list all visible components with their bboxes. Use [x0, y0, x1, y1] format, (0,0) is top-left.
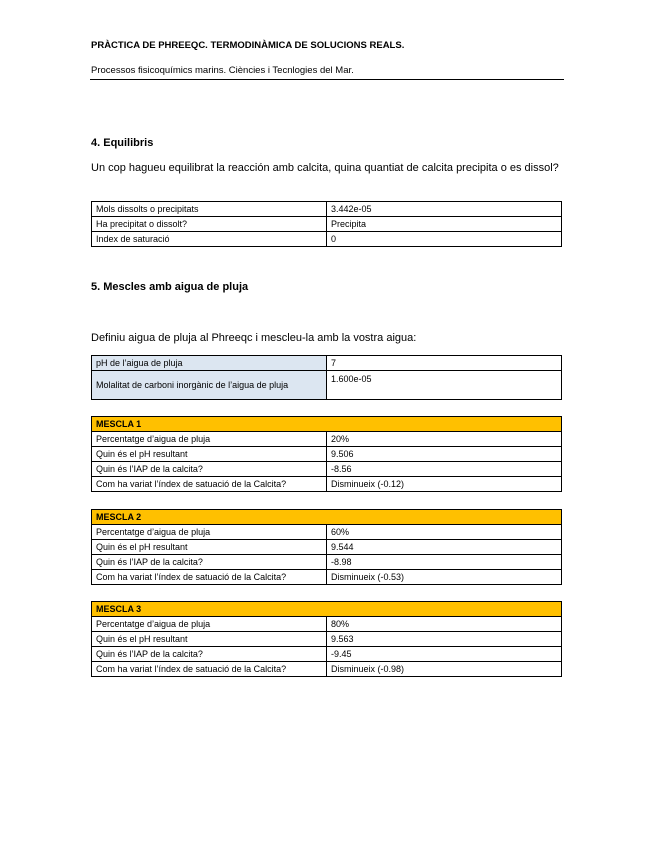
table-row — [92, 540, 562, 555]
section-5-heading: 5. Mescles amb aigua de pluja — [91, 281, 249, 293]
mix-2-header — [92, 510, 562, 525]
mix-2-value-2: 9.544 — [327, 540, 562, 555]
mix-2-label-1: Percentatge d’aigua de pluja — [92, 525, 327, 540]
equilibrium-value-3: 0 — [327, 232, 562, 247]
table-row — [92, 202, 562, 217]
equilibrium-label-1: Mols dissolts o precipitats — [92, 202, 327, 217]
rain-value-carbon: 1.600e-05 — [327, 371, 562, 400]
table-row — [92, 662, 562, 677]
table-row — [92, 462, 562, 477]
document-title: PRÀCTICA DE PHREEQC. TERMODINÀMICA DE SOLUCIONS REALS. — [91, 40, 405, 51]
mix-1-label-3: Quin és l’IAP de la calcita? — [92, 462, 327, 477]
equilibrium-table — [91, 201, 562, 247]
mix-3-header — [92, 602, 562, 617]
mix-1-label-4: Com ha variat l’índex de satuació de la Calcita? — [92, 477, 327, 492]
table-row — [92, 432, 562, 447]
mix-3-table — [91, 601, 562, 677]
mix-3-value-1: 80% — [327, 617, 562, 632]
section-4-heading: 4. Equilibris — [91, 137, 154, 149]
mix-1-value-1: 20% — [327, 432, 562, 447]
mix-2-value-1: 60% — [327, 525, 562, 540]
mix-1-title: MESCLA 1 — [92, 417, 562, 432]
equilibrium-value-2: Precipita — [327, 217, 562, 232]
mix-2-value-3: -8.98 — [327, 555, 562, 570]
mix-2-label-3: Quin és l’IAP de la calcita? — [92, 555, 327, 570]
rain-label-carbon: Molalitat de carboni inorgànic de l’aigua de pluja — [92, 371, 327, 400]
mix-3-label-2: Quin és el pH resultant — [92, 632, 327, 647]
mix-1-header — [92, 417, 562, 432]
mix-3-label-3: Quin és l’IAP de la calcita? — [92, 647, 327, 662]
mix-3-label-4: Com ha variat l’índex de satuació de la Calcita? — [92, 662, 327, 677]
table-row — [92, 570, 562, 585]
mix-2-label-4: Com ha variat l’índex de satuació de la Calcita? — [92, 570, 327, 585]
table-row — [92, 617, 562, 632]
mix-1-table — [91, 416, 562, 492]
mix-3-title: MESCLA 3 — [92, 602, 562, 617]
section-5-instruction: Definiu aigua de pluja al Phreeqc i mescleu-la amb la vostra aigua: — [91, 332, 417, 344]
table-row — [92, 217, 562, 232]
mix-1-label-1: Percentatge d’aigua de pluja — [92, 432, 327, 447]
table-row — [92, 232, 562, 247]
rain-water-table — [91, 355, 562, 400]
table-row — [92, 632, 562, 647]
table-row — [92, 371, 562, 400]
mix-3-value-2: 9.563 — [327, 632, 562, 647]
equilibrium-label-3: Index de saturació — [92, 232, 327, 247]
table-row — [92, 477, 562, 492]
mix-1-label-2: Quin és el pH resultant — [92, 447, 327, 462]
mix-1-value-3: -8.56 — [327, 462, 562, 477]
header-divider — [90, 79, 564, 80]
mix-1-value-2: 9.506 — [327, 447, 562, 462]
mix-3-value-4: Disminueix (-0.98) — [327, 662, 562, 677]
rain-value-ph: 7 — [327, 356, 562, 371]
mix-2-title: MESCLA 2 — [92, 510, 562, 525]
table-row — [92, 555, 562, 570]
table-row — [92, 356, 562, 371]
table-row — [92, 647, 562, 662]
mix-2-table — [91, 509, 562, 585]
mix-2-value-4: Disminueix (-0.53) — [327, 570, 562, 585]
document-subtitle: Processos fisicoquímics marins. Ciències i Tecnlogies del Mar. — [91, 65, 354, 76]
equilibrium-value-1: 3.442e-05 — [327, 202, 562, 217]
rain-label-ph: pH de l’aigua de pluja — [92, 356, 327, 371]
mix-2-label-2: Quin és el pH resultant — [92, 540, 327, 555]
section-4-question: Un cop hagueu equilibrat la reacción amb calcita, quina quantiat de calcita precipita o es dissol? — [91, 162, 559, 174]
mix-1-value-4: Disminueix (-0.12) — [327, 477, 562, 492]
equilibrium-label-2: Ha precipitat o dissolt? — [92, 217, 327, 232]
table-row — [92, 447, 562, 462]
mix-3-value-3: -9.45 — [327, 647, 562, 662]
mix-3-label-1: Percentatge d’aigua de pluja — [92, 617, 327, 632]
table-row — [92, 525, 562, 540]
